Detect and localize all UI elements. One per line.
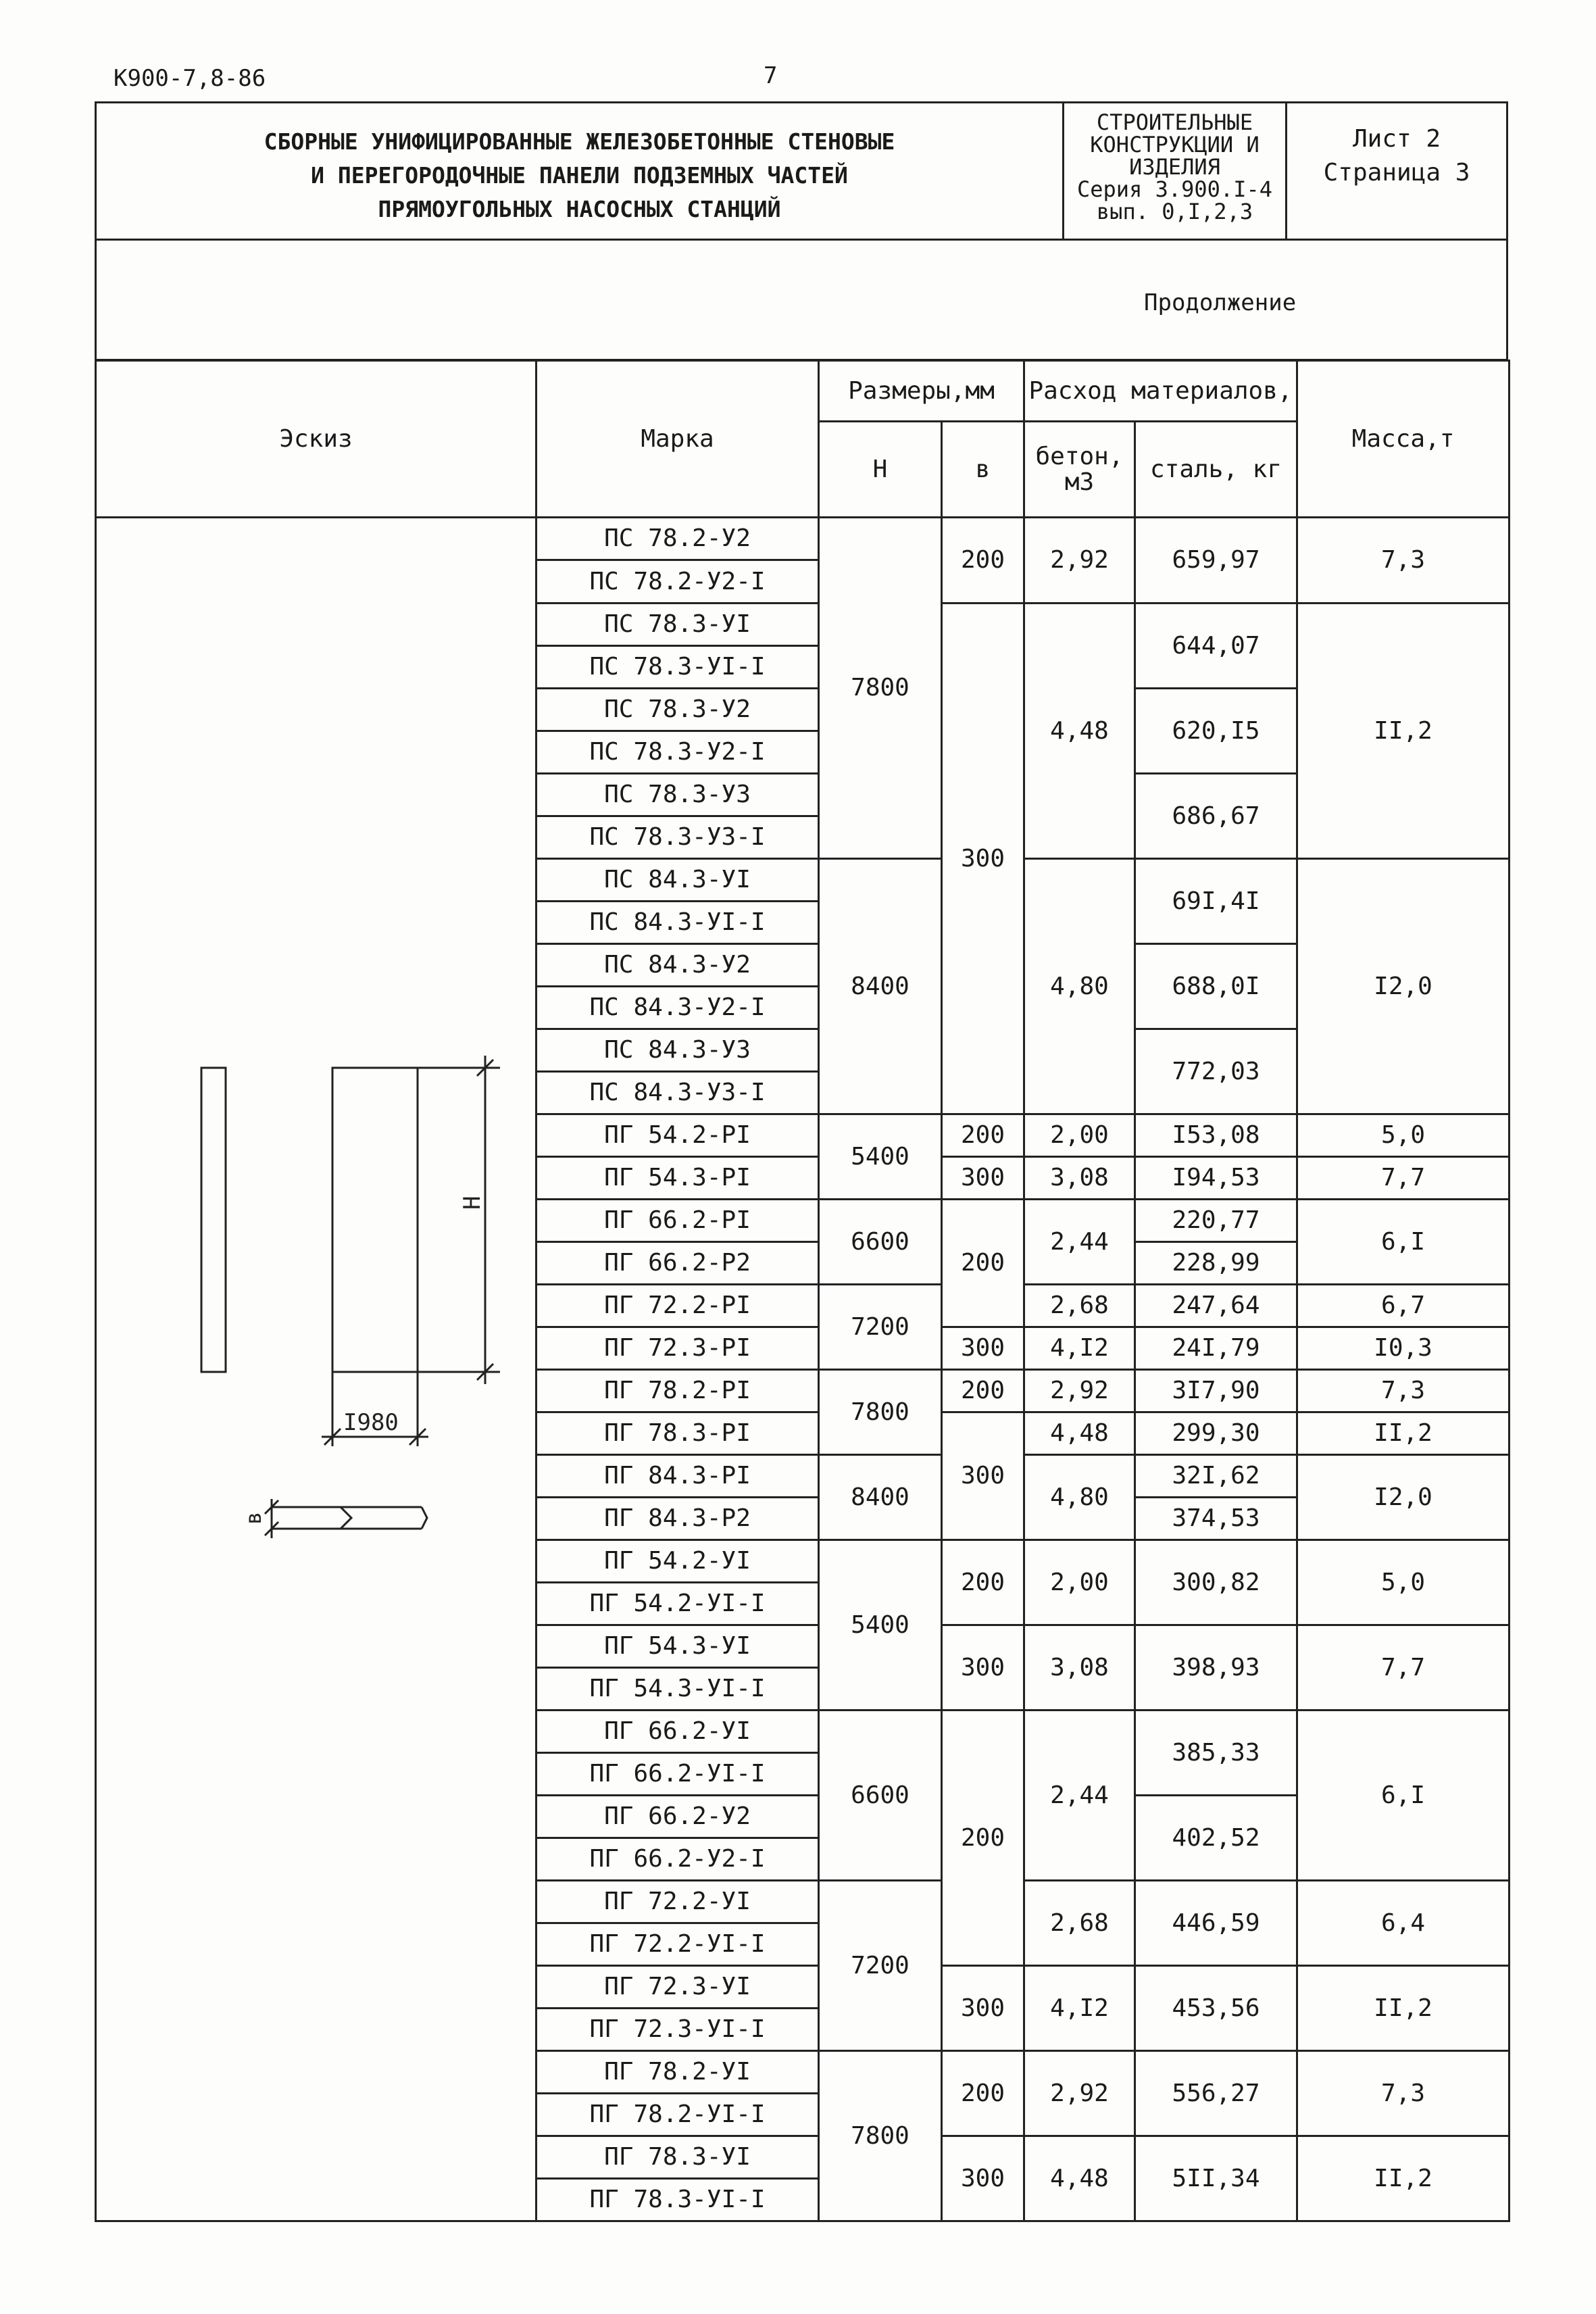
steel-cell: 3I7,90	[1135, 1370, 1297, 1412]
mass-cell: 5,0	[1297, 1540, 1510, 1625]
sheet-info	[1287, 103, 1506, 239]
b-cell: 300	[942, 1327, 1024, 1370]
mark-cell: ПГ 54.2-РI	[537, 1114, 819, 1157]
panel-side-view	[201, 1068, 226, 1372]
mass-cell: II,2	[1297, 1966, 1510, 2051]
mass-cell: 7,3	[1297, 518, 1510, 604]
header-dimensions: Размеры,мм	[819, 361, 1024, 422]
concrete-cell: 2,44	[1024, 1200, 1135, 1285]
mark-cell: ПГ 78.3-РI	[537, 1412, 819, 1455]
mass-cell: 6,I	[1297, 1710, 1510, 1881]
h-cell: 6600	[819, 1200, 942, 1285]
concrete-cell: 4,48	[1024, 1412, 1135, 1455]
mark-cell: ПГ 84.3-РI	[537, 1455, 819, 1498]
steel-cell: 385,33	[1135, 1710, 1297, 1796]
steel-cell: 228,99	[1135, 1242, 1297, 1285]
mark-cell: ПС 78.3-УI	[537, 604, 819, 646]
series-line: СТРОИТЕЛЬНЫЕ	[1096, 109, 1253, 135]
mark-cell: ПГ 72.3-УI	[537, 1966, 819, 2009]
steel-cell: I53,08	[1135, 1114, 1297, 1157]
mass-cell: 7,3	[1297, 1370, 1510, 1412]
steel-cell: 32I,62	[1135, 1455, 1297, 1498]
mass-cell: II,2	[1297, 604, 1510, 859]
steel-cell: 644,07	[1135, 604, 1297, 689]
steel-cell: 24I,79	[1135, 1327, 1297, 1370]
height-dimension-label: Н	[459, 1196, 486, 1210]
mark-cell: ПГ 66.2-Р2	[537, 1242, 819, 1285]
mass-cell: 5,0	[1297, 1114, 1510, 1157]
mark-cell: ПГ 72.2-УI-I	[537, 1923, 819, 1966]
mark-cell: ПС 84.3-У2	[537, 944, 819, 987]
b-cell: 200	[942, 1200, 1024, 1327]
mark-cell: ПС 84.3-У3	[537, 1029, 819, 1072]
b-cell: 300	[942, 2136, 1024, 2221]
concrete-cell: 2,68	[1024, 1881, 1135, 1966]
concrete-cell: 2,68	[1024, 1285, 1135, 1327]
concrete-cell: 2,92	[1024, 2051, 1135, 2136]
h-cell: 7200	[819, 1285, 942, 1370]
concrete-cell: 2,00	[1024, 1114, 1135, 1157]
mark-cell: ПГ 54.3-УI	[537, 1625, 819, 1668]
concrete-cell: 4,I2	[1024, 1966, 1135, 2051]
steel-cell: 5II,34	[1135, 2136, 1297, 2221]
mark-cell: ПГ 66.2-УI-I	[537, 1753, 819, 1796]
header-mark: Марка	[537, 361, 819, 518]
mark-cell: ПГ 84.3-Р2	[537, 1498, 819, 1540]
series-line: КОНСТРУКЦИИ И	[1090, 132, 1260, 157]
panel-sketch	[95, 1041, 535, 1568]
mark-cell: ПС 78.2-У2	[537, 518, 819, 560]
mark-cell: ПС 84.3-УI	[537, 859, 819, 902]
mark-cell: ПГ 72.3-УI-I	[537, 2009, 819, 2051]
document-title	[97, 103, 1064, 239]
mark-cell: ПС 78.3-У2-I	[537, 731, 819, 774]
mass-cell: 6,I	[1297, 1200, 1510, 1285]
steel-cell: 620,I5	[1135, 689, 1297, 774]
concrete-cell: 3,08	[1024, 1157, 1135, 1200]
steel-cell: 659,97	[1135, 518, 1297, 604]
mass-cell: I0,3	[1297, 1327, 1510, 1370]
concrete-cell: 3,08	[1024, 1625, 1135, 1710]
concrete-cell: 2,92	[1024, 518, 1135, 604]
title-line: И ПЕРЕГОРОДОЧНЫЕ ПАНЕЛИ ПОДЗЕМНЫХ ЧАСТЕЙ	[311, 162, 848, 189]
mark-cell: ПГ 66.2-У2-I	[537, 1838, 819, 1881]
width-dimension-label: I980	[343, 1409, 399, 1436]
steel-cell: 220,77	[1135, 1200, 1297, 1242]
title-line: ПРЯМОУГОЛЬНЫХ НАСОСНЫХ СТАНЦИЙ	[378, 196, 781, 222]
mark-cell: ПГ 54.2-УI-I	[537, 1583, 819, 1625]
header-sketch: Эскиз	[96, 361, 537, 518]
mark-cell: ПС 84.3-У2-I	[537, 987, 819, 1029]
header-b: в	[942, 422, 1024, 518]
mass-cell: 7,3	[1297, 2051, 1510, 2136]
h-cell: 7200	[819, 1881, 942, 2051]
concrete-cell: 4,80	[1024, 859, 1135, 1114]
mark-cell: ПГ 72.2-УI	[537, 1881, 819, 1923]
sheet-number: Лист 2	[1352, 125, 1441, 153]
b-cell: 200	[942, 2051, 1024, 2136]
header-mass: Масса,т	[1297, 361, 1510, 518]
concrete-cell: 4,48	[1024, 604, 1135, 859]
mark-cell: ПГ 72.2-РI	[537, 1285, 819, 1327]
mark-cell: ПС 78.3-У3-I	[537, 816, 819, 859]
mark-cell: ПГ 54.2-УI	[537, 1540, 819, 1583]
steel-cell: 299,30	[1135, 1412, 1297, 1455]
mass-cell: I2,0	[1297, 859, 1510, 1114]
page-number: 7	[764, 62, 778, 89]
series-line: Серия 3.900.I-4	[1077, 176, 1272, 202]
b-cell: 200	[942, 1710, 1024, 1966]
header-materials: Расход материалов,	[1024, 361, 1297, 422]
h-cell: 7800	[819, 518, 942, 859]
mark-cell: ПГ 72.3-РI	[537, 1327, 819, 1370]
mark-cell: ПС 84.3-У3-I	[537, 1072, 819, 1114]
mark-cell: ПГ 66.2-У2	[537, 1796, 819, 1838]
mass-cell: II,2	[1297, 1412, 1510, 1455]
steel-cell: 556,27	[1135, 2051, 1297, 2136]
thickness-label: в	[241, 1511, 266, 1525]
steel-cell: 374,53	[1135, 1498, 1297, 1540]
concrete-cell: 2,92	[1024, 1370, 1135, 1412]
mark-cell: ПГ 66.2-УI	[537, 1710, 819, 1753]
concrete-cell: 4,80	[1024, 1455, 1135, 1540]
b-cell: 200	[942, 1370, 1024, 1412]
continuation-label: Продолжение	[1144, 289, 1297, 316]
mark-cell: ПС 78.2-У2-I	[537, 560, 819, 604]
mark-cell: ПС 84.3-УI-I	[537, 902, 819, 944]
h-cell: 7800	[819, 2051, 942, 2221]
mass-cell: 7,7	[1297, 1157, 1510, 1200]
header-steel: сталь, кг	[1135, 422, 1297, 518]
mass-cell: II,2	[1297, 2136, 1510, 2221]
mass-cell: I2,0	[1297, 1455, 1510, 1540]
h-cell: 8400	[819, 1455, 942, 1540]
steel-cell: 402,52	[1135, 1796, 1297, 1881]
mark-cell: ПГ 78.3-УI	[537, 2136, 819, 2179]
h-cell: 7800	[819, 1370, 942, 1455]
mark-cell: ПС 78.3-У2	[537, 689, 819, 731]
steel-cell: 398,93	[1135, 1625, 1297, 1710]
mark-cell: ПГ 66.2-РI	[537, 1200, 819, 1242]
series-line: вып. 0,I,2,3	[1096, 199, 1253, 224]
concrete-cell: 2,00	[1024, 1540, 1135, 1625]
panel-front-view	[332, 1068, 418, 1372]
header-concrete: бетон, м3	[1024, 422, 1135, 518]
steel-cell: 772,03	[1135, 1029, 1297, 1114]
h-cell: 6600	[819, 1710, 942, 1881]
concrete-cell: 4,I2	[1024, 1327, 1135, 1370]
b-cell: 300	[942, 1412, 1024, 1540]
b-cell: 300	[942, 604, 1024, 1114]
b-cell: 300	[942, 1157, 1024, 1200]
steel-cell: I94,53	[1135, 1157, 1297, 1200]
b-cell: 300	[942, 1625, 1024, 1710]
mark-cell: ПС 78.3-У3	[537, 774, 819, 816]
mass-cell: 7,7	[1297, 1625, 1510, 1710]
steel-cell: 688,0I	[1135, 944, 1297, 1029]
mark-cell: ПГ 54.3-РI	[537, 1157, 819, 1200]
mark-cell: ПГ 54.3-УI-I	[537, 1668, 819, 1710]
mark-cell: ПГ 78.2-УI	[537, 2051, 819, 2094]
title-block	[95, 101, 1508, 241]
b-cell: 200	[942, 1540, 1024, 1625]
h-cell: 5400	[819, 1114, 942, 1200]
b-cell: 200	[942, 1114, 1024, 1157]
h-cell: 5400	[819, 1540, 942, 1710]
mark-cell: ПГ 78.3-УI-I	[537, 2179, 819, 2221]
steel-cell: 446,59	[1135, 1881, 1297, 1966]
steel-cell: 247,64	[1135, 1285, 1297, 1327]
steel-cell: 686,67	[1135, 774, 1297, 859]
h-cell: 8400	[819, 859, 942, 1114]
sheet-page: Страница 3	[1323, 159, 1470, 187]
b-cell: 300	[942, 1966, 1024, 2051]
concrete-cell: 2,44	[1024, 1710, 1135, 1881]
mark-cell: ПС 78.3-УI-I	[537, 646, 819, 689]
header-h: Н	[819, 422, 942, 518]
mass-cell: 6,4	[1297, 1881, 1510, 1966]
concrete-cell: 4,48	[1024, 2136, 1135, 2221]
mark-cell: ПГ 78.2-УI-I	[537, 2094, 819, 2136]
continuation-box	[95, 241, 1508, 361]
title-line: СБОРНЫЕ УНИФИЦИРОВАННЫЕ ЖЕЛЕЗОБЕТОННЫЕ СТЕНОВЫЕ	[264, 128, 895, 155]
series-line: ИЗДЕЛИЯ	[1129, 154, 1220, 180]
mass-cell: 6,7	[1297, 1285, 1510, 1327]
series-info	[1064, 103, 1287, 239]
mark-cell: ПГ 78.2-РI	[537, 1370, 819, 1412]
steel-cell: 300,82	[1135, 1540, 1297, 1625]
b-cell: 200	[942, 518, 1024, 604]
document-code: К900-7,8-86	[114, 65, 266, 92]
steel-cell: 453,56	[1135, 1966, 1297, 2051]
steel-cell: 69I,4I	[1135, 859, 1297, 944]
